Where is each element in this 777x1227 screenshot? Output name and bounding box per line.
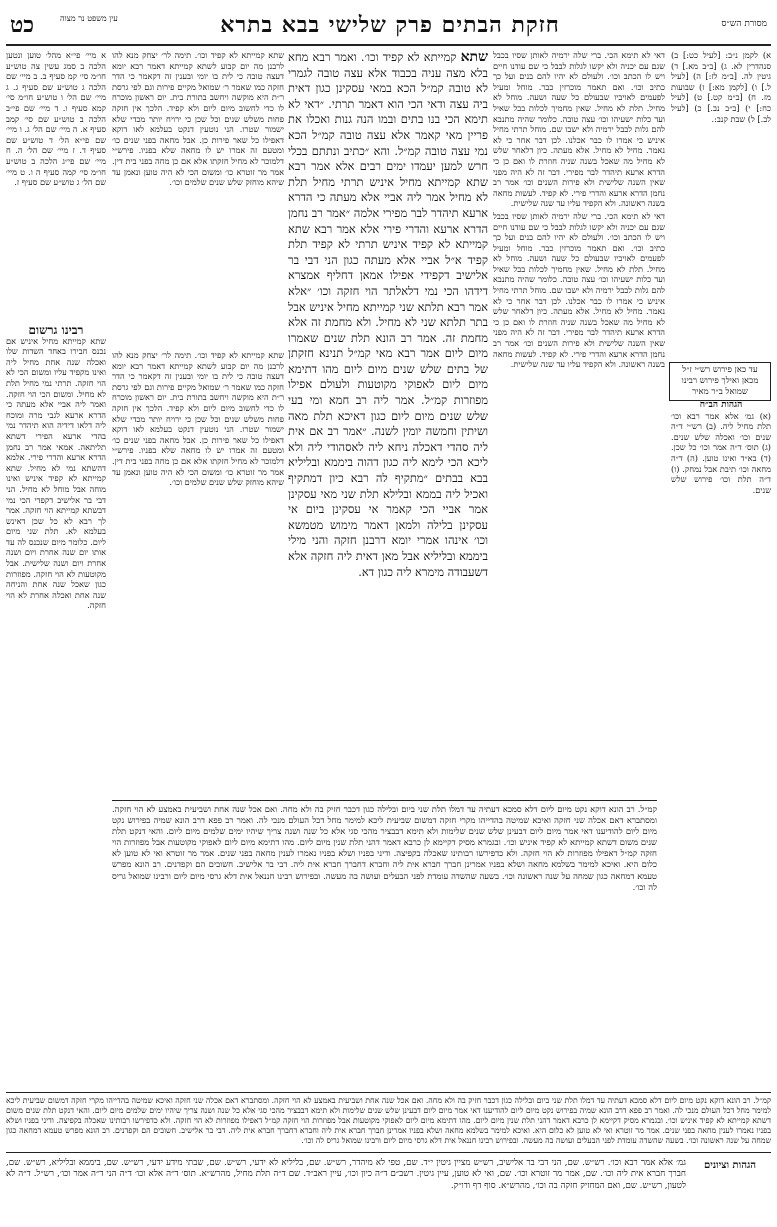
mesoret-hashas [671, 50, 771, 350]
haghot-vetziyunim [6, 1158, 686, 1220]
box-note-text: עד כאן פירוש רש״י ז״ל מכאן ואילך פירוש רבינו שמואל ב״ר מאיר [681, 365, 759, 397]
commentary-transition-box [669, 362, 771, 401]
rashi-text-continued: דאי לא תימא הכי. ברי שלה ירמיה לאותן שסיו בכבל שגם עם יכניה ולא יקשו לגלות לבבל כי שם עודנו חיים ויש לו הכתב וכו׳. ולעולם לא יהיו להם בנים ועל כך כתיב וכו׳. ואם תאמר מוכרזין כבר. מוחל ומעיל לפעמים לאויביו שבעולם כל שעה ושעה. מוחל לא מחיל. תלת לא מחיל. שאין מחמיך לכלות בבל שאיל ועד כלות ישעיהו וכו׳ עצה טובה. כלומר שהיה מתנבא להם גלות לבבל ירמיה ולא ישבו שם. מוחל תרתי מחיל איניש כי אמרו לו כבר אכלנו. לכן דבר אחר כי לא נאמר. מחיל לא מחיל. אלא מעתה. כיון דלאחר שלש לא מחיל מה שאכל בשנה שניה חוזרת לו ואם כן כי הדרא ארעא תיהדר לבר מפירי. דבר זה לא היה מפני שאין השנה שלישית ולא פירות השנים וכו׳ אמר רב נחמן הדרא ארעא והדרי פירי. לא קפיד. לעשות מחאה בשנה ראשונה. ולא הקפיד עליו עד שנה שלישית. [493, 210, 665, 370]
footer-divider-2 [6, 1152, 771, 1153]
footer-notes-text: קמ״ל. רב הונא דוקא נקט מיום ליום דלא סמכא דעתיה עד דמלו תלת שני ביום ובלילה כגון דכבר חזיק בה ולא מחה. ואם אכל שנה אחת ושביעית באמצע לא הוי חזקה. ומסתברא דאם אכלה שני חזקה ואיכא שמיטה בהדייהו מקרי חזקה דמשום שביעית ליכא למימר מחל דכל העולם מנכי לה. ואמר רב פפא דרב הונא שמיה בפירוש נקט מיום ליום להודיענו דאי אמר מיום ליום דבעינן שלש שנים שלימות ולא תימא דבבציר מהכי סגי אלא כל שנה ושנה צריך שיהיו ימים שלמים מיום ליום. והאי דנקט תלת שנים משום דשתא קמייתא לא קפיד איניש וכו׳. ובגמרא מסיק דקיימא לן כרבא דאמר דהני תלת שנין מיום ליום. מהו דתימא מיום ליום לאפוקי מקוטעות אבל מפוזרות הוי חזקה קמ״ל דאפילו מפוזרות לא הוי חזקה. ולא כדפירשו רבותינו שאכלה בקפיצה. ודיני בפניו ושלא בפניו נאמרו לענין מחאה בפני שנים. אמר מר זוטרא ואי לא טוען לא כלום היא. ואיכא למימר בשלמא מחאה ושלא בפניו אמרינן חברך חברא אית ליה וחברא דחברך חברא אית ליה. דבי בר אלישיב. חשובים הם וקפדנים. רב הונא מפרש טעמא דמחאה כגון שמחה על שנה ראשונה וכו׳. בשעה שהשדה עומדת לפני הבעלים ועושה בה מעשה. ובפירוש רבינו חננאל אית דלא גרסי מיום ליום ורבינו שמואל גריס לה וכו׳. [6, 1096, 771, 1145]
page-number: כט [10, 12, 35, 38]
mesoret-label: מסורת הש״ס [721, 19, 767, 29]
rashi-column [493, 50, 665, 790]
haghot-vetziyunim-label: הגהות וציונים [703, 1160, 757, 1171]
gemara-lead-word: שתא [460, 50, 488, 65]
page-header [0, 8, 777, 42]
lower-divider [112, 800, 657, 801]
haghot-title: הגהות הב״ח [699, 400, 743, 410]
rashi-text: דאי לא תימא הכי. ברי שלה ירמיה לאותן שסיו בכבל שגם עם יכניה ולא יקשו לגלות לבבל כי שם עודנו חיים ויש לו הכתב וכו׳. ולעולם לא יהיו להם בנים ועל כך כתיב וכו׳. ואם תאמר מוכרזין כבר. מוחל ומעיל לפעמים לאויביו שבעולם כל שעה ושעה. מוחל לא מחיל. תלת לא מחיל. שאין מחמיך לכלות בבל שאיל ועד כלות ישעיהו וכו׳ עצה טובה. כלומר שהיה מתנבא להם גלות לבבל ירמיה ולא ישבו שם. מוחל תרתי מחיל איניש כי אמרו לו כבר אכלנו. לכן דבר אחר כי לא נאמר. מחיל לא מחיל. אלא מעתה. כיון דלאחר שלש לא מחיל מה שאכל בשנה שניה חוזרת לו ואם כן כי הדרא ארעא תיהדר לבר מפירי. דבר זה לא היה מפני שאין השנה שלישית ולא פירות השנים וכו׳ אמר רב נחמן הדרא ארעא והדרי פירי. לא קפיד. לעשות מחאה בשנה ראשונה. ולא הקפיד עליו עד שנה שלישית. [493, 50, 665, 209]
header-divider [6, 44, 771, 46]
page-title: חזקת הבתים פרק שלישי בבא בתרא [220, 12, 560, 38]
haghot-habach [671, 400, 771, 840]
rabbeinu-gershom-column [6, 325, 106, 1015]
ein-mishpat-text: א מיי׳ פי״א מהל׳ טוען ונטען הלכה ב סמג עשין צה טוש״ע חו״מ סי׳ קמ סעיף ב. ב מיי׳ שם הלכה ג טוש״ע שם סעיף ג. ג מיי׳ שם הל׳ ו טוש״ע חו״מ סי׳ קמא סעיף ו. ד מיי׳ שם פי״ב הלכה ב טוש״ע שם סי׳ קמב סעיף א. ה מיי׳ שם הל׳ ג. ו מיי׳ שם פי״א הל׳ ד טוש״ע שם סעיף ד. ז מיי׳ שם הל׳ ה. ח מיי׳ שם פי״ג הלכה ב טוש״ע חו״מ סי׳ קמה סעיף ה ו. ט מיי׳ שם הל׳ ג טוש״ע שם סעיף ז. [6, 50, 106, 188]
tosafot-column [112, 50, 284, 350]
rabbeinu-gershom-title: רבינו גרשום [28, 325, 84, 337]
gemara-main-text [288, 50, 488, 798]
tosafot-text: שתא קמייתא לא קפיד וכו׳. תימה לר׳ יצחק מנא להו לרבנן מה יום קבוע לשתא קמייתא דאמר רבא יומא דעצה טובה כי לית בו יומי ובענין זה דקאמר כי הדר חזקה כמו שאמר ר׳ שמואל מקיים פירות וגם לפי גרסת ר״ת היא מוקשה ויחשב בתורת בית. יום ראשון מוכרח לו כדי לחשוב מיום ליום ולא קפיד. הלכך אין חזקה פחות משלש שנים וכל שכן כי ירויח יותר מכדי שלא ישמור שטרו. הני נוטעין דנקט בעלמא לאו דוקא דאפילו כל שאר פירות כן. אבל מחאה בפני שנים כו׳ ומטעם זה אמרו יש לו מחאה שלא בפניו. פירש״י דלמוכר לא מחיל חזקתו אלא אם כן מחה בפני בית דין. אמר מר זוטרא כו׳ ומשום הכי לא היה טוען ונאמן עד שיהא מוחזק שלש שנים שלמים וכו׳. [112, 50, 284, 188]
ein-mishpat-label: עין משפט נר מצוה [60, 14, 118, 23]
tosafot-text-more: שתא קמייתא לא קפיד וכו׳. תימה לר׳ יצחק מנא להו לרבנן מה יום קבוע לשתא קמייתא דאמר רבא יומא דעצה טובה כי לית בו יומי ובענין זה דקאמר כי הדר חזקה כמו שאמר ר׳ שמואל מקיים פירות וגם לפי גרסת ר״ת היא מוקשה ויחשב בתורת בית. יום ראשון מוכרח לו כדי לחשוב מיום ליום ולא קפיד. הלכך אין חזקה פחות משלש שנים וכל שכן כי ירויח יותר מכדי שלא ישמור שטרו. הני נוטעין דנקט בעלמא לאו דוקא דאפילו כל שאר פירות כן. אבל מחאה בפני שנים כו׳ ומטעם זה אמרו יש לו מחאה שלא בפניו. פירש״י דלמוכר לא מחיל חזקתו אלא אם כן מחה בפני בית דין. אמר מר זוטרא כו׳ ומשום הכי לא היה טוען ונאמן עד שיהא מוחזק שלש שנים שלמים וכו׳. [112, 350, 284, 488]
haghot-text: (א) גמ׳ אלא אמר רבא וכו׳ תלת מחיל ליה. (ב) רש״י ד״ה שנים וכו׳ ואכלה שלש שנים. (ג) תוס׳ ד״ה אמר וכו׳ כל שכן. (ד) בא״ד ואינו טוען. (ה) ד״ה מחאה וכו׳ תיבת אבל נמחק. (ו) ד״ה תלת וכו׳ פירוש שלש שנים. [671, 410, 771, 495]
footer-divider [6, 1092, 771, 1093]
footer-notes [6, 1096, 771, 1150]
haghot-vetziyunim-text: גמ׳ אלא אמר רבא וכו׳. רש״ש. שם, הני דבי בר אלישיב, רש״ש מציין גיטין י״ד. שם, טפי לא מיהדר, רש״ש. שם, בליליא לא ידעי, רש״ש. שם, שבתי מידע ידעי, רש״ש. שם, ביממא ובליליא, רש״ש. שם, חברך חברא אית ליה וכו׳. שם, אמר מר זוטרא וכו׳. שם, ואי לא טוען, עיין גיטין. רשב״ם ד״ה כיון וכו׳, עיין ראב״ד. שם ד״ה תלת מחיל, מהרש״א. תוס׳ ד״ה אלא וכו׳ ד״ה הני ד״ה אמר וכו׳, רש״ל. ד״ה לא לטעון, רש״ש. שם, ואם המחזיק חזקה בה וכו׳, מהרש״א. סוף דף ודו״ק. [6, 1158, 686, 1191]
rabbeinu-gershom-text: שתא קמייתא מחיל איניש אם נכנס חבירו באחד השדות שלו ואכלה שנה אחת מחיל ליה ואינו מקפיד עליו ומשום הכי לא הוי חזקה. תרתי נמי מחיל תלת לא מחיל. ומשום הכי הוי חזקה. ואמר ליה אביי אלא מעתה כי הדרא ארעא לגבי מרה ומוכח ליה דלאו דידיה הוא תיהדר נמי בהדי ארעא הפירי דשתא תליתאה. אמאי אמר רב נחמן הדרא ארעא והדרי פירי. אלמא דהשתא נמי לא מחיל. שתא קמייתא לא קפיד איניש ואינו מוחה אבל מוחל לא מחיל. הני דבי בר אלישיב דקפדי הכי נמי דבשתא קמייתא הוי חזקה. אמר לך רבא לא כל שכן דאינש בעלמא לא. תלת שני מיום ליום. כלומר מיום שנכנס לה עד אותו יום שנה אחרת ויום ושנה אחרת ויום ושנה שלישית. אבל מקוטעות לא הוי חזקה. מפוזרות כגון שאכל שנה אחת והניחה שנה אחת ואכלה אחרת לא הוי חזקה. [6, 335, 106, 611]
tosafot-continued [112, 350, 284, 795]
ein-mishpat-column [6, 50, 106, 310]
mesoret-text: א) לקמן נ״ב: [לעיל כט:] ב) סנהדרין לא. ג) [ב״ב מא.] ד) גיטין לה. [ב״מ לז:] ה) [לעיל ל.] ו) [לקמן מא:] ז) שבועות מז. ח) [ב״מ קט.] ט) [לעיל כח:] י) [ב״ב נב.] כ) [לעיל לב.] ל) שבת קנב:. [671, 50, 771, 124]
gemara-body: קמייתא לא קפיד וכו׳. ואמר רבא מחא בלא מצה עניה בכבוד אלא עצה טובה לגמרי לא טובה קמ״ל הכא במאי עסקינן כגון דאית ביה עצה ודאי הכי הוא דאמר תרתי. ״דאי לא תימא הכי בנו בתים ובמו הנה גנות ואכלו את פריין מאי קאמר אלא עצה טובה קמ״ל הכא נמי עצה טובה קמ״ל. והא ״כתיב ונתתם בכלי חרש למען יעמדו ימים רבים אלא אמר רבא שתא קמייתא מחיל איניש תרתי מחיל תלת לא מחיל אמר ליה אביי אלא מעתה כי הדרא ארעא תיהדר לבר מפירי אלמה ״אמר רב נחמן הדרא ארעא והדרי פירי אלא אמר רבא שתא קמייתא לא קפיד איניש תרתי לא קפיד תלת קפיד א״ל אביי אלא מעתה כגון הני דבי בר אלישיב דקפידי אפילו אמאן דחליף אמצרא דידהו הכי נמי דלאלתר הוי חזקה וכו׳ ״אלא אמר רבא תלתא שני קמייתא מחיל איניש אבל בתר תלתא שני לא מחיל. ולא מחמת זה אלא מחמת זה. אמר רב הונא תלת שנים שאמרו מיום ליום אמר רבא מאי קמ״ל תנינא חזקתן של בתים שלש שנים מיום ליום מהו דתימא מיום ליום לאפוקי מקוטעות ולעולם אפילו מפוזרות קמ״ל. אמר ליה רב חמא ומי בעי שלש שנים מיום ליום כגון דאיכא תלת מאה ושיתין וחמשה יומין לשנה. ״אמר רב אם אית ליה סהדי דאכלה ניחא ליה לאסהודי ליה ולא ליכא הכי לימא ליה כגון דהוה ביממא ובליליא בבא בבתים ״מתקיף לה רבא כיון דמתקיף ואכיל ליה בממא ובלילא תלת שני מאי עסקינן אמר אביי הכי קאמר אי עסקינן ביום אי עסקינן בלילה ולמאן דאמר מימוש מטמשא וכו׳ אינהו אמרי יומא דרבנן חזקה והני מילי ביממא ובליליא אבל מאן דאית ליה חזקה אלא דשעבודה מימרא ליה כגון דא. [288, 50, 488, 579]
lower-commentary [112, 804, 657, 1086]
lower-commentary-text: קמ״ל. רב הונא דוקא נקט מיום ליום דלא סמכא דעתיה עד דמלו תלת שני ביום ובלילה כגון דכבר חזיק בה ולא מחה. ואם אכל שנה אחת ושביעית באמצע לא הוי חזקה. ומסתברא דאם אכלה שני חזקה ואיכא שמיטה בהדייהו מקרי חזקה דמשום שביעית ליכא למימר מחל דכל העולם מנכי לה. ואמר רב פפא דרב הונא שמיה בפירוש נקט מיום ליום להודיענו דאי אמר מיום ליום דבעינן שלש שנים שלימות ולא תימא דבבציר מהכי סגי אלא כל שנה ושנה צריך שיהיו ימים שלמים מיום ליום. והאי דנקט תלת שנים משום דשתא קמייתא לא קפיד איניש וכו׳. ובגמרא מסיק דקיימא לן כרבא דאמר דהני תלת שנין מיום ליום. מהו דתימא מיום ליום לאפוקי מקוטעות אבל מפוזרות הוי חזקה קמ״ל דאפילו מפוזרות לא הוי חזקה. ולא כדפירשו רבותינו שאכלה בקפיצה. ודיני בפניו ושלא בפניו נאמרו לענין מחאה בפני שנים. אמר מר זוטרא ואי לא טוען לא כלום היא. ואיכא למימר בשלמא מחאה ושלא בפניו אמרינן חברך חברא אית ליה וחברא דחברך חברא אית ליה. דבי בר אלישיב. חשובים הם וקפדנים. רב הונא מפרש טעמא דמחאה כגון שמחה על שנה ראשונה וכו׳. בשעה שהשדה עומדת לפני הבעלים ועושה בה מעשה. ובפירוש רבינו חננאל אית דלא גרסי מיום ליום ורבינו שמואל גריס לה וכו׳. [112, 804, 657, 892]
